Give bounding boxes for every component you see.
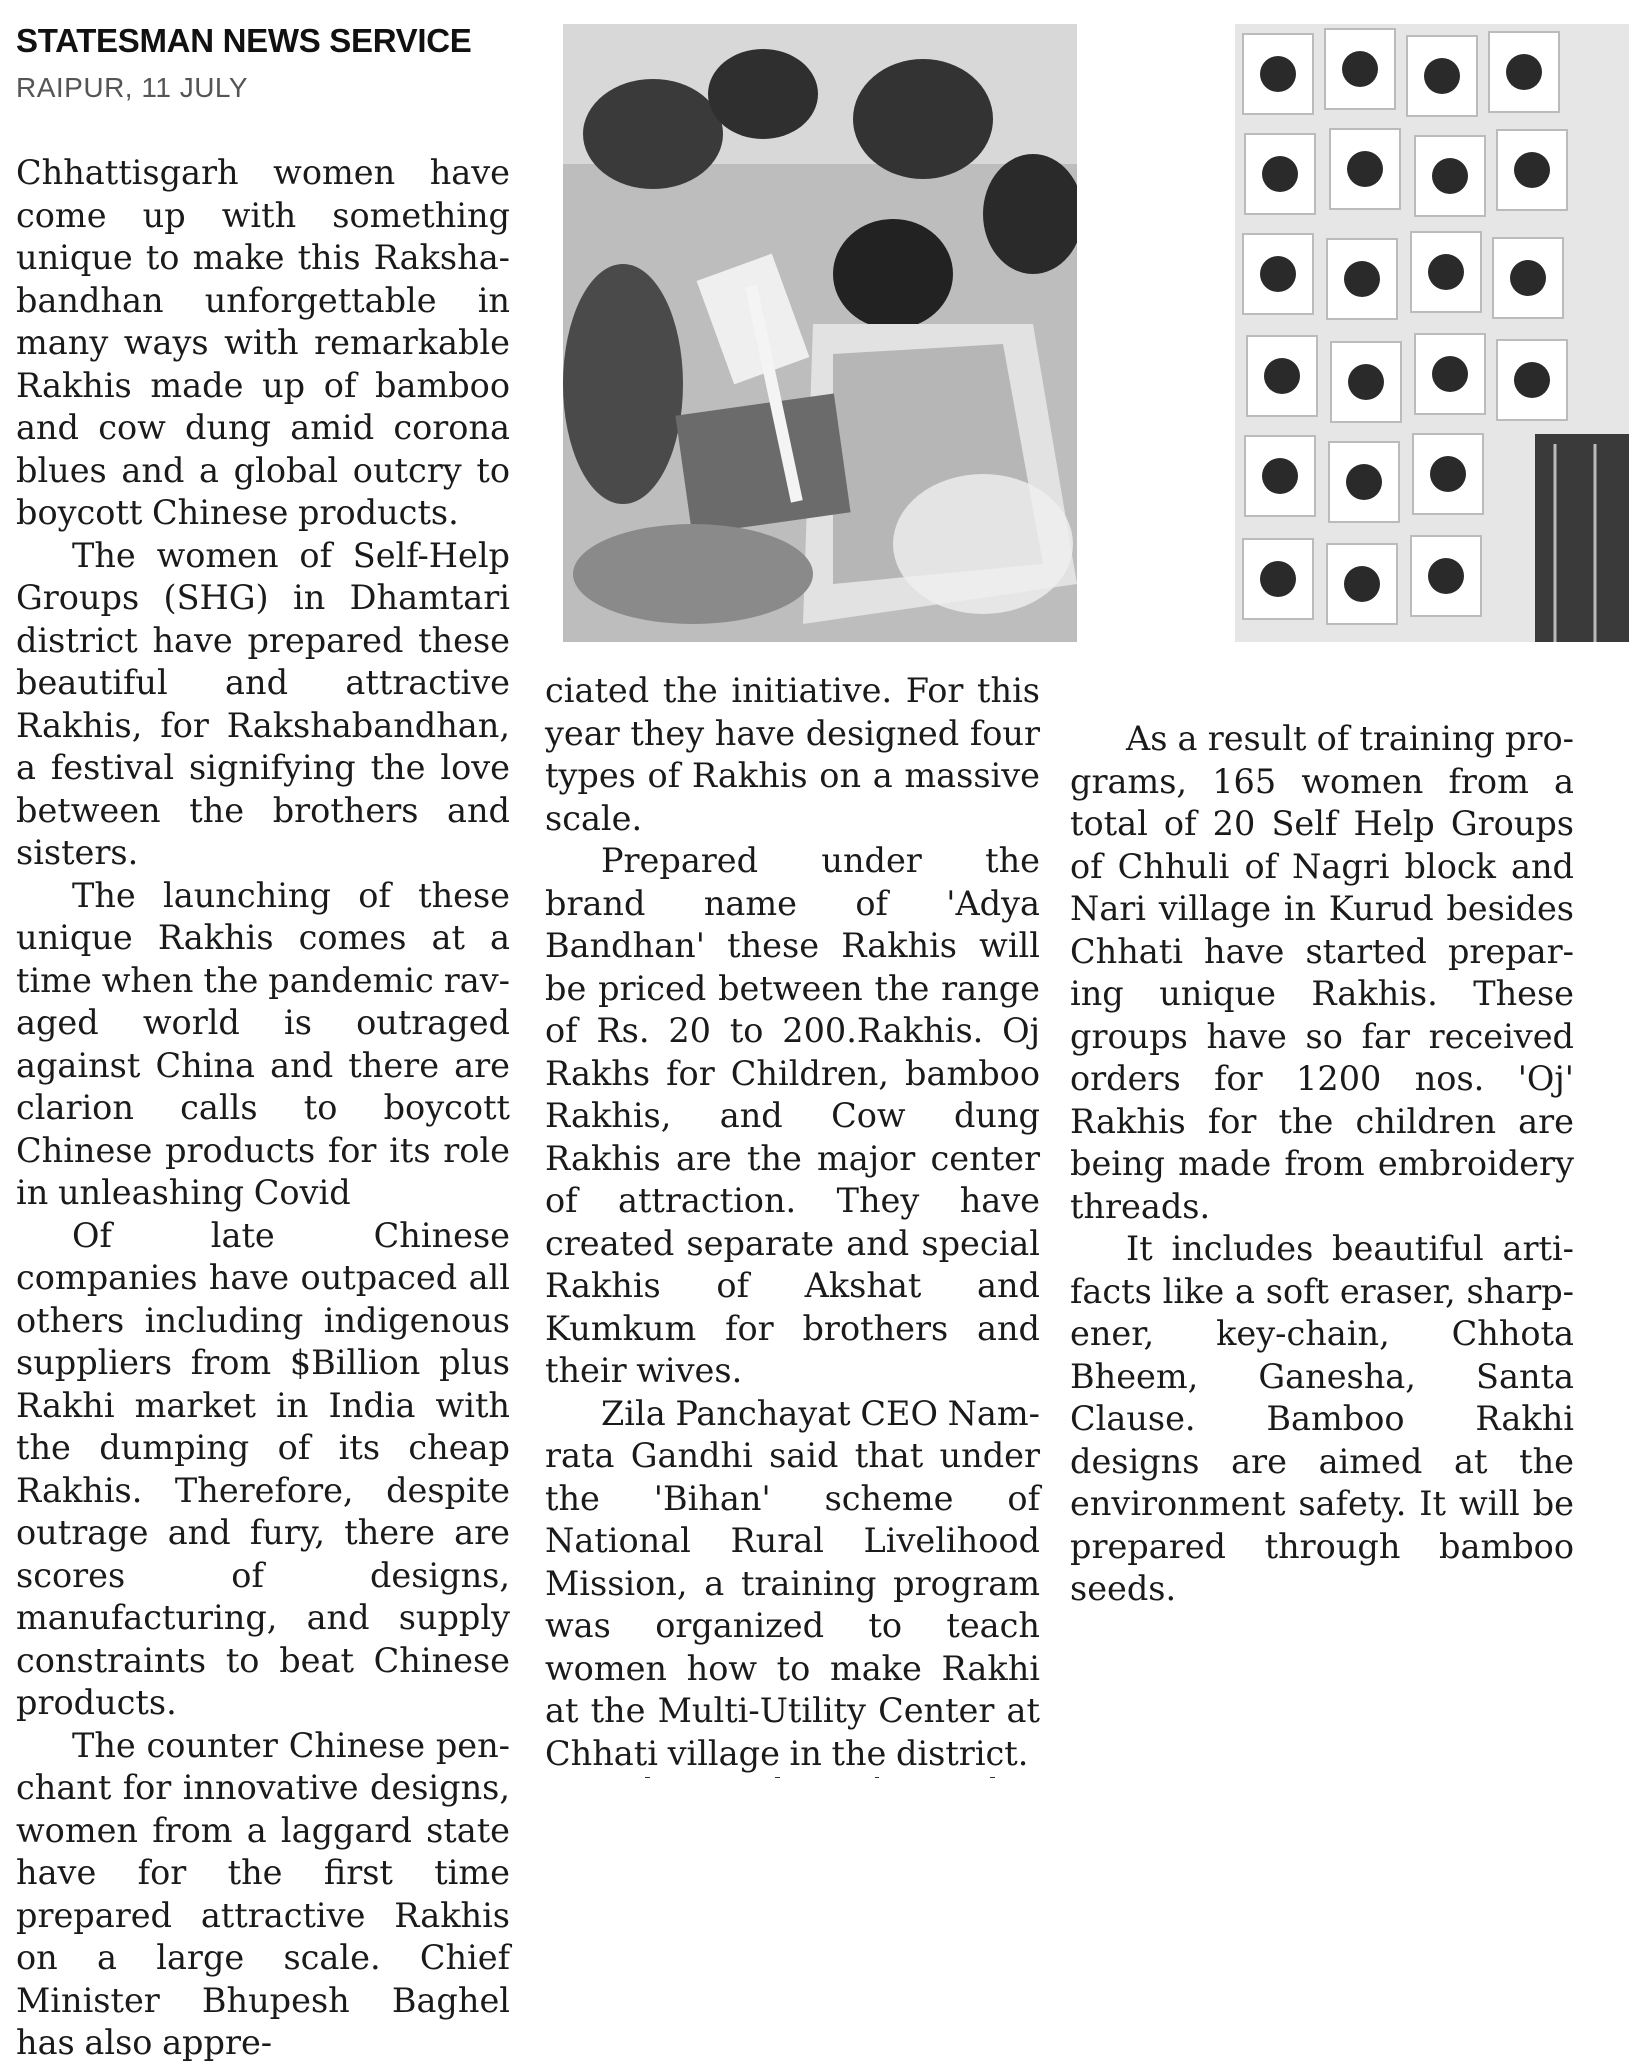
dateline: RAIPUR, 11 JULY — [16, 72, 249, 103]
paragraph: Zila Panchayat CEO Namrata Gandhi said that under the 'Bihan' scheme of National Rural Livelihood Mission, a training program was organized to teach women how to make Rakhi at the Multi-Utility Center at Chhati village in the district. — [545, 1393, 1040, 1773]
paragraph: Chhattisgarh women have come up with something unique to make this Rakshabandhan unforgettable in many ways with remarkable Rakhis made up of bamboo and cow dung amid corona blues and a global outcry to boycott Chinese products. — [16, 153, 510, 532]
article-column-3 — [1070, 718, 1574, 1611]
paragraph: The women of Self-Help Groups (SHG) in Dhamtari district have prepared these beautiful and attractive Rakhis, for Rakshabandhan, a festival signifying the love between the brothers and sisters. — [16, 535, 510, 872]
article-column-1 — [16, 152, 510, 2065]
paragraph: Prepared under the brand name of 'Adya Bandhan' these Rakhis will be priced between the range of Rs. 20 to 200.Rakhis. Oj Rakhs for Children, bamboo Rakhis, and Cow dung Rakhis are the major center of attraction. They have created separate and special Rakhis of Akshat and Kumkum for brothers and their wives. — [545, 841, 1040, 1390]
paragraph: The counter Chinese penchant for innovative designs, women from a laggard state have for the first time prepared attractive Rakhis on a large scale. Chief Minister Bhupesh Baghel has also appre- — [16, 1725, 510, 2062]
paragraph-continued: ciated the initiative. For this year they have designed four types of Rakhis on a massive scale. — [545, 671, 1040, 838]
paragraph: It includes beautiful artifacts like a soft eraser, sharpener, key-chain, Chhota Bheem, Ganesha, Santa Clause. Bamboo Rakhi designs are aimed at the environment safety. It will be prepared through bamboo seeds. — [1070, 1229, 1574, 1608]
paragraph: As a result of training programs, 165 women from a total of 20 Self Help Groups of Chhuli of Nagri block and Nari village in Kurud besides Chhati have started preparing unique Rakhis. These groups have so far received orders for 1200 nos. 'Oj' Rakhis for the children are being made from embroidery threads. — [1070, 719, 1574, 1226]
paragraph: Of late Chinese companies have outpaced all others including indigenous suppliers from $Billion plus Rakhi market in India with the dumping of its cheap Rakhis. Therefore, despite outrage and fury, there are scores of designs, manufacturing, and supply constraints to beat Chinese products. — [16, 1215, 510, 1722]
paragraph: The launching of these unique Rakhis comes at a time when the pandemic ravaged world is outraged against China and there are clarion calls to boycott Chinese products for its role in unleashing Covid — [16, 875, 510, 1212]
cropped-text-fragment — [545, 1768, 1040, 1778]
article-column-2 — [545, 670, 1040, 1775]
photo-rakhi-display — [1235, 24, 1629, 642]
photo-women-making-rakhis — [563, 24, 1077, 642]
byline: STATESMAN NEWS SERVICE — [16, 22, 472, 59]
